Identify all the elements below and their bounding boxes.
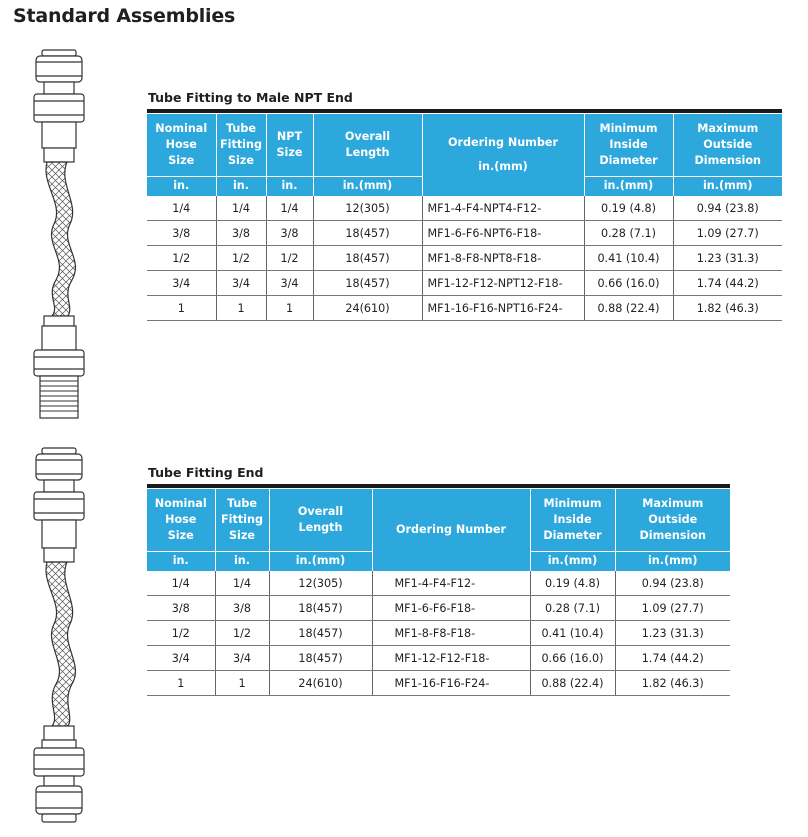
cell-npt-size: 3/8: [266, 221, 313, 246]
cell-min-inside-diameter: 0.41 (10.4): [530, 621, 615, 646]
cell-fitting-size: 1: [215, 671, 269, 696]
cell-ordering-number: MF1-4-F4-F12-: [372, 571, 530, 596]
table-row: [147, 646, 730, 671]
cell-fitting-size: 1/2: [215, 621, 269, 646]
cell-hose-size: 3/8: [147, 596, 215, 621]
cell-hose-size: 1/4: [147, 571, 215, 596]
cell-ordering-number: MF1-8-F8-F18-: [372, 621, 530, 646]
cell-min-inside-diameter: 0.19 (4.8): [530, 571, 615, 596]
cell-npt-size: 1: [266, 296, 313, 321]
cell-overall-length: 12(305): [269, 571, 372, 596]
header-overall-length: Overall Length: [313, 114, 422, 176]
cell-max-outside-dimension: 0.94 (23.8): [673, 196, 782, 221]
cell-overall-length: 18(457): [313, 221, 422, 246]
tube-fitting-hose-assembly-icon: [24, 444, 94, 832]
cell-npt-size: 1/4: [266, 196, 313, 221]
cell-hose-size: 1/2: [147, 621, 215, 646]
cell-ordering-number: MF1-16-F16-NPT16-F24-: [422, 296, 584, 321]
cell-npt-size: 1/2: [266, 246, 313, 271]
cell-min-inside-diameter: 0.19 (4.8): [584, 196, 673, 221]
unit-cell: in.: [147, 176, 216, 196]
header-minimum-inside-diameter: Minimum Inside Diameter: [530, 489, 615, 551]
table-row: [147, 196, 782, 221]
cell-max-outside-dimension: 1.82 (46.3): [615, 671, 730, 696]
table-row: [147, 296, 782, 321]
header-nominal-hose-size: Nominal Hose Size: [147, 114, 216, 176]
unit-cell: in.: [147, 551, 215, 571]
cell-hose-size: 1: [147, 296, 216, 321]
cell-max-outside-dimension: 1.74 (44.2): [673, 271, 782, 296]
cell-min-inside-diameter: 0.88 (22.4): [530, 671, 615, 696]
cell-hose-size: 1/2: [147, 246, 216, 271]
cell-overall-length: 24(610): [313, 296, 422, 321]
table-row: [147, 246, 782, 271]
npt-assembly-table: [147, 114, 782, 321]
cell-max-outside-dimension: 0.94 (23.8): [615, 571, 730, 596]
header-npt-size: NPT Size: [266, 114, 313, 176]
header-maximum-outside-dimension: Maximum Outside Dimension: [673, 114, 782, 176]
cell-min-inside-diameter: 0.28 (7.1): [584, 221, 673, 246]
cell-ordering-number: MF1-6-F6-NPT6-F18-: [422, 221, 584, 246]
cell-fitting-size: 1/4: [215, 571, 269, 596]
cell-overall-length: 18(457): [269, 646, 372, 671]
section-title-npt: Tube Fitting to Male NPT End: [148, 90, 353, 105]
cell-fitting-size: 3/8: [215, 596, 269, 621]
cell-hose-size: 1/4: [147, 196, 216, 221]
cell-max-outside-dimension: 1.23 (31.3): [673, 246, 782, 271]
cell-ordering-number: MF1-12-F12-F18-: [372, 646, 530, 671]
cell-fitting-size: 3/4: [216, 271, 266, 296]
cell-max-outside-dimension: 1.09 (27.7): [615, 596, 730, 621]
cell-npt-size: 3/4: [266, 271, 313, 296]
cell-hose-size: 3/4: [147, 646, 215, 671]
cell-overall-length: 18(457): [313, 246, 422, 271]
cell-ordering-number: MF1-12-F12-NPT12-F18-: [422, 271, 584, 296]
cell-overall-length: 24(610): [269, 671, 372, 696]
cell-fitting-size: 1: [216, 296, 266, 321]
cell-hose-size: 1: [147, 671, 215, 696]
unit-cell: in.(mm): [673, 176, 782, 196]
unit-cell: in.(mm): [615, 551, 730, 571]
table-top-rule: [147, 484, 730, 488]
page-title: Standard Assemblies: [13, 5, 236, 27]
cell-max-outside-dimension: 1.82 (46.3): [673, 296, 782, 321]
cell-min-inside-diameter: 0.66 (16.0): [584, 271, 673, 296]
cell-ordering-number: MF1-16-F16-F24-: [372, 671, 530, 696]
table-row: [147, 221, 782, 246]
cell-fitting-size: 3/8: [216, 221, 266, 246]
cell-hose-size: 3/4: [147, 271, 216, 296]
cell-max-outside-dimension: 1.09 (27.7): [673, 221, 782, 246]
cell-ordering-number: MF1-8-F8-NPT8-F18-: [422, 246, 584, 271]
cell-overall-length: 18(457): [269, 621, 372, 646]
header-nominal-hose-size: Nominal Hose Size: [147, 489, 215, 551]
table-row: [147, 271, 782, 296]
header-tube-fitting-size: Tube Fitting Size: [215, 489, 269, 551]
table-top-rule: [147, 109, 782, 113]
cell-hose-size: 3/8: [147, 221, 216, 246]
cell-max-outside-dimension: 1.74 (44.2): [615, 646, 730, 671]
unit-cell: in.(mm): [313, 176, 422, 196]
header-maximum-outside-dimension: Maximum Outside Dimension: [615, 489, 730, 551]
unit-cell: in.: [215, 551, 269, 571]
unit-cell: in.(mm): [530, 551, 615, 571]
header-ordering-number: Ordering Number: [372, 489, 530, 571]
table-row: [147, 621, 730, 646]
cell-min-inside-diameter: 0.88 (22.4): [584, 296, 673, 321]
cell-min-inside-diameter: 0.66 (16.0): [530, 646, 615, 671]
cell-min-inside-diameter: 0.28 (7.1): [530, 596, 615, 621]
unit-cell: in.(mm): [269, 551, 372, 571]
unit-cell: in.: [216, 176, 266, 196]
cell-max-outside-dimension: 1.23 (31.3): [615, 621, 730, 646]
table-row: [147, 671, 730, 696]
cell-overall-length: 12(305): [313, 196, 422, 221]
cell-fitting-size: 1/2: [216, 246, 266, 271]
cell-overall-length: 18(457): [313, 271, 422, 296]
table-row: [147, 571, 730, 596]
unit-cell: in.(mm): [584, 176, 673, 196]
cell-min-inside-diameter: 0.41 (10.4): [584, 246, 673, 271]
header-ordering-number: Ordering Number in.(mm): [422, 114, 584, 196]
section-title-tube-fitting: Tube Fitting End: [148, 465, 264, 480]
cell-fitting-size: 1/4: [216, 196, 266, 221]
npt-hose-assembly-icon: [24, 44, 94, 422]
header-overall-length: Overall Length: [269, 489, 372, 551]
cell-ordering-number: MF1-4-F4-NPT4-F12-: [422, 196, 584, 221]
table-row: [147, 596, 730, 621]
tube-fitting-assembly-table: [147, 489, 730, 696]
header-tube-fitting-size: Tube Fitting Size: [216, 114, 266, 176]
cell-ordering-number: MF1-6-F6-F18-: [372, 596, 530, 621]
unit-cell: in.: [266, 176, 313, 196]
cell-fitting-size: 3/4: [215, 646, 269, 671]
cell-overall-length: 18(457): [269, 596, 372, 621]
header-minimum-inside-diameter: Minimum Inside Diameter: [584, 114, 673, 176]
